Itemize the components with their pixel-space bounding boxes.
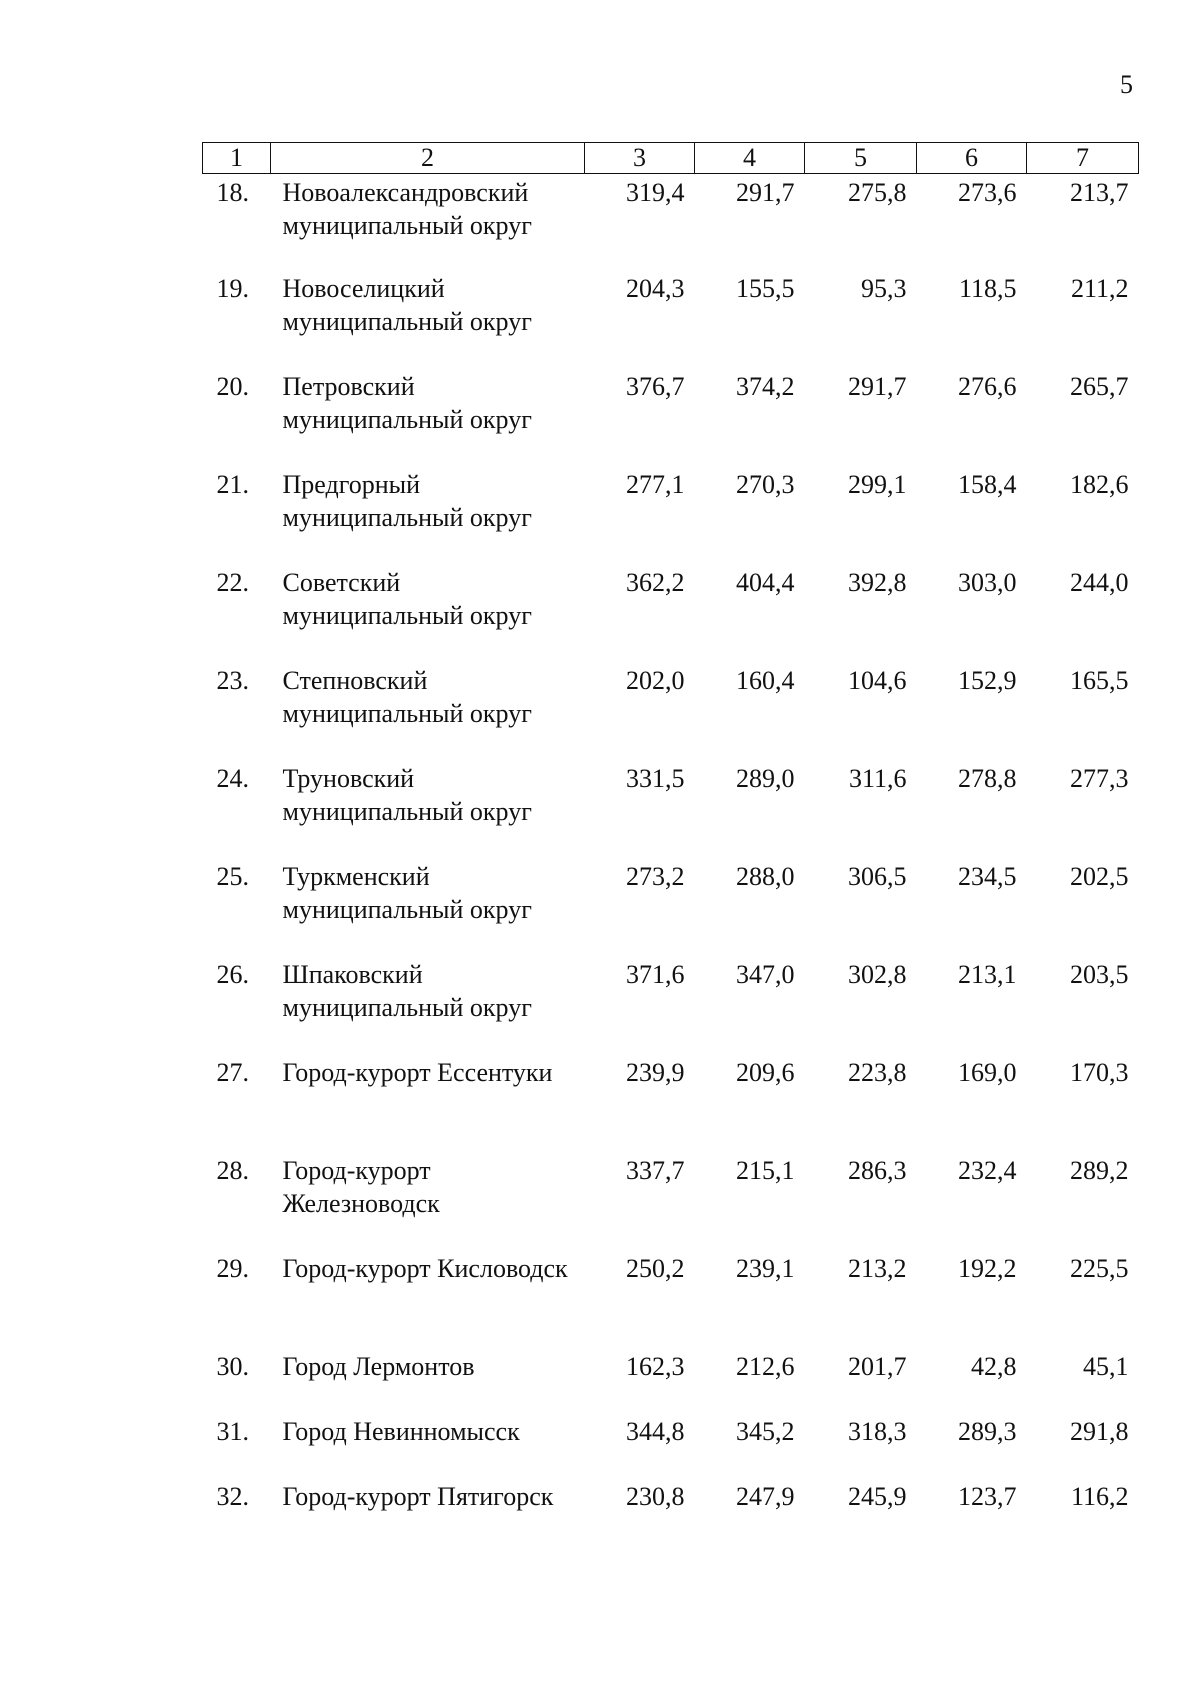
row-value: 170,3 (1070, 1058, 1129, 1087)
table-row (203, 1480, 1139, 1578)
row-value: 371,6 (626, 960, 685, 989)
column-header: 3 (585, 143, 695, 174)
row-value: 286,3 (848, 1156, 907, 1185)
row-value: 376,7 (626, 372, 685, 401)
row-name: Туркменский муниципальный округ (282, 862, 532, 924)
row-value: 232,4 (958, 1156, 1017, 1185)
table-row (203, 1154, 1139, 1252)
row-value: 289,3 (958, 1417, 1017, 1446)
row-number: 29. (216, 1254, 249, 1283)
row-value: 169,0 (958, 1058, 1017, 1087)
row-number: 30. (216, 1352, 249, 1381)
row-value: 202,5 (1070, 862, 1129, 891)
row-value: 204,3 (626, 274, 685, 303)
row-value: 245,9 (848, 1482, 907, 1511)
row-value: 374,2 (736, 372, 795, 401)
row-name: Город-курорт Пятигорск (282, 1482, 554, 1511)
table-row (203, 370, 1139, 468)
row-value: 239,9 (626, 1058, 685, 1087)
page-number: 5 (1120, 70, 1133, 99)
row-value: 213,1 (958, 960, 1017, 989)
row-value: 250,2 (626, 1254, 685, 1283)
row-name: Шпаковский муниципальный округ (282, 960, 532, 1022)
row-value: 273,6 (958, 178, 1017, 207)
row-number: 27. (216, 1058, 249, 1087)
row-value: 277,1 (626, 470, 685, 499)
row-value: 303,0 (958, 568, 1017, 597)
row-value: 45,1 (1083, 1352, 1129, 1381)
row-number: 22. (216, 568, 249, 597)
row-value: 270,3 (736, 470, 795, 499)
row-value: 202,0 (626, 666, 685, 695)
row-number: 28. (216, 1156, 249, 1185)
row-value: 318,3 (848, 1417, 907, 1446)
row-value: 203,5 (1070, 960, 1129, 989)
row-value: 201,7 (848, 1352, 907, 1381)
row-name: Новоселицкий муниципальный округ (282, 274, 532, 336)
row-value: 118,5 (958, 274, 1017, 303)
column-header: 7 (1027, 143, 1139, 174)
table-row (203, 1350, 1139, 1415)
row-value: 211,2 (1070, 274, 1129, 303)
column-header: 4 (695, 143, 805, 174)
row-value: 345,2 (736, 1417, 795, 1446)
row-value: 288,0 (736, 862, 795, 891)
row-name: Предгорный муниципальный округ (282, 470, 532, 532)
row-value: 213,7 (1070, 178, 1129, 207)
row-value: 344,8 (626, 1417, 685, 1446)
row-value: 162,3 (626, 1352, 685, 1381)
row-name: Город-курорт Кисловодск (282, 1254, 568, 1283)
data-table (202, 142, 1139, 1578)
table-row (203, 762, 1139, 860)
row-number: 25. (216, 862, 249, 891)
row-name: Город-курорт Ессентуки (282, 1058, 553, 1087)
table-row (203, 174, 1139, 273)
row-value: 302,8 (848, 960, 907, 989)
row-value: 116,2 (1070, 1482, 1129, 1511)
table-row (203, 566, 1139, 664)
row-name: Петровский муниципальный округ (282, 372, 532, 434)
row-value: 311,6 (848, 764, 907, 793)
row-value: 239,1 (736, 1254, 795, 1283)
row-value: 247,9 (736, 1482, 795, 1511)
row-value: 276,6 (958, 372, 1017, 401)
row-number: 18. (216, 178, 249, 207)
row-name: Город Лермонтов (282, 1352, 475, 1381)
row-value: 123,7 (958, 1482, 1017, 1511)
column-header: 5 (805, 143, 917, 174)
row-value: 182,6 (1070, 470, 1129, 499)
row-value: 273,2 (626, 862, 685, 891)
column-header: 2 (271, 143, 585, 174)
row-value: 160,4 (736, 666, 795, 695)
row-value: 289,0 (736, 764, 795, 793)
row-value: 155,5 (736, 274, 795, 303)
row-value: 165,5 (1070, 666, 1129, 695)
table-header-row (203, 143, 1139, 174)
row-value: 104,6 (848, 666, 907, 695)
row-name: Советский муниципальный округ (282, 568, 532, 630)
row-value: 306,5 (848, 862, 907, 891)
row-value: 234,5 (958, 862, 1017, 891)
table-row (203, 468, 1139, 566)
row-name: Степновский муниципальный округ (282, 666, 532, 728)
row-name: Новоалександровский муниципальный округ (282, 178, 532, 240)
row-value: 277,3 (1070, 764, 1129, 793)
row-value: 215,1 (736, 1156, 795, 1185)
row-number: 32. (216, 1482, 249, 1511)
row-number: 26. (216, 960, 249, 989)
row-name: Труновский муниципальный округ (282, 764, 532, 826)
row-value: 392,8 (848, 568, 907, 597)
row-number: 20. (216, 372, 249, 401)
row-value: 299,1 (848, 470, 907, 499)
table-row (203, 860, 1139, 958)
row-number: 21. (216, 470, 249, 499)
table-row (203, 958, 1139, 1056)
row-number: 31. (216, 1417, 249, 1446)
row-value: 289,2 (1070, 1156, 1129, 1185)
row-value: 158,4 (958, 470, 1017, 499)
column-header: 1 (203, 143, 271, 174)
row-value: 95,3 (861, 274, 907, 303)
table-body (203, 174, 1139, 1579)
row-value: 209,6 (736, 1058, 795, 1087)
row-value: 291,7 (848, 372, 907, 401)
row-value: 291,7 (736, 178, 795, 207)
column-header: 6 (917, 143, 1027, 174)
row-value: 362,2 (626, 568, 685, 597)
row-value: 337,7 (626, 1156, 685, 1185)
row-value: 223,8 (848, 1058, 907, 1087)
table-row (203, 1252, 1139, 1350)
row-value: 278,8 (958, 764, 1017, 793)
row-value: 291,8 (1070, 1417, 1129, 1446)
row-value: 213,2 (848, 1254, 907, 1283)
row-value: 192,2 (958, 1254, 1017, 1283)
row-number: 24. (216, 764, 249, 793)
table-row (203, 664, 1139, 762)
row-value: 42,8 (971, 1352, 1017, 1381)
row-value: 347,0 (736, 960, 795, 989)
row-value: 331,5 (626, 764, 685, 793)
row-number: 19. (216, 274, 249, 303)
row-value: 225,5 (1070, 1254, 1129, 1283)
row-value: 212,6 (736, 1352, 795, 1381)
row-value: 275,8 (848, 178, 907, 207)
row-value: 265,7 (1070, 372, 1129, 401)
row-value: 230,8 (626, 1482, 685, 1511)
table-row (203, 272, 1139, 370)
row-value: 319,4 (626, 178, 685, 207)
row-value: 244,0 (1070, 568, 1129, 597)
table-row (203, 1415, 1139, 1480)
row-number: 23. (216, 666, 249, 695)
row-name: Город-курорт Железноводск (282, 1156, 440, 1218)
row-name: Город Невинномысск (282, 1417, 520, 1446)
row-value: 404,4 (736, 568, 795, 597)
table-row (203, 1056, 1139, 1154)
row-value: 152,9 (958, 666, 1017, 695)
